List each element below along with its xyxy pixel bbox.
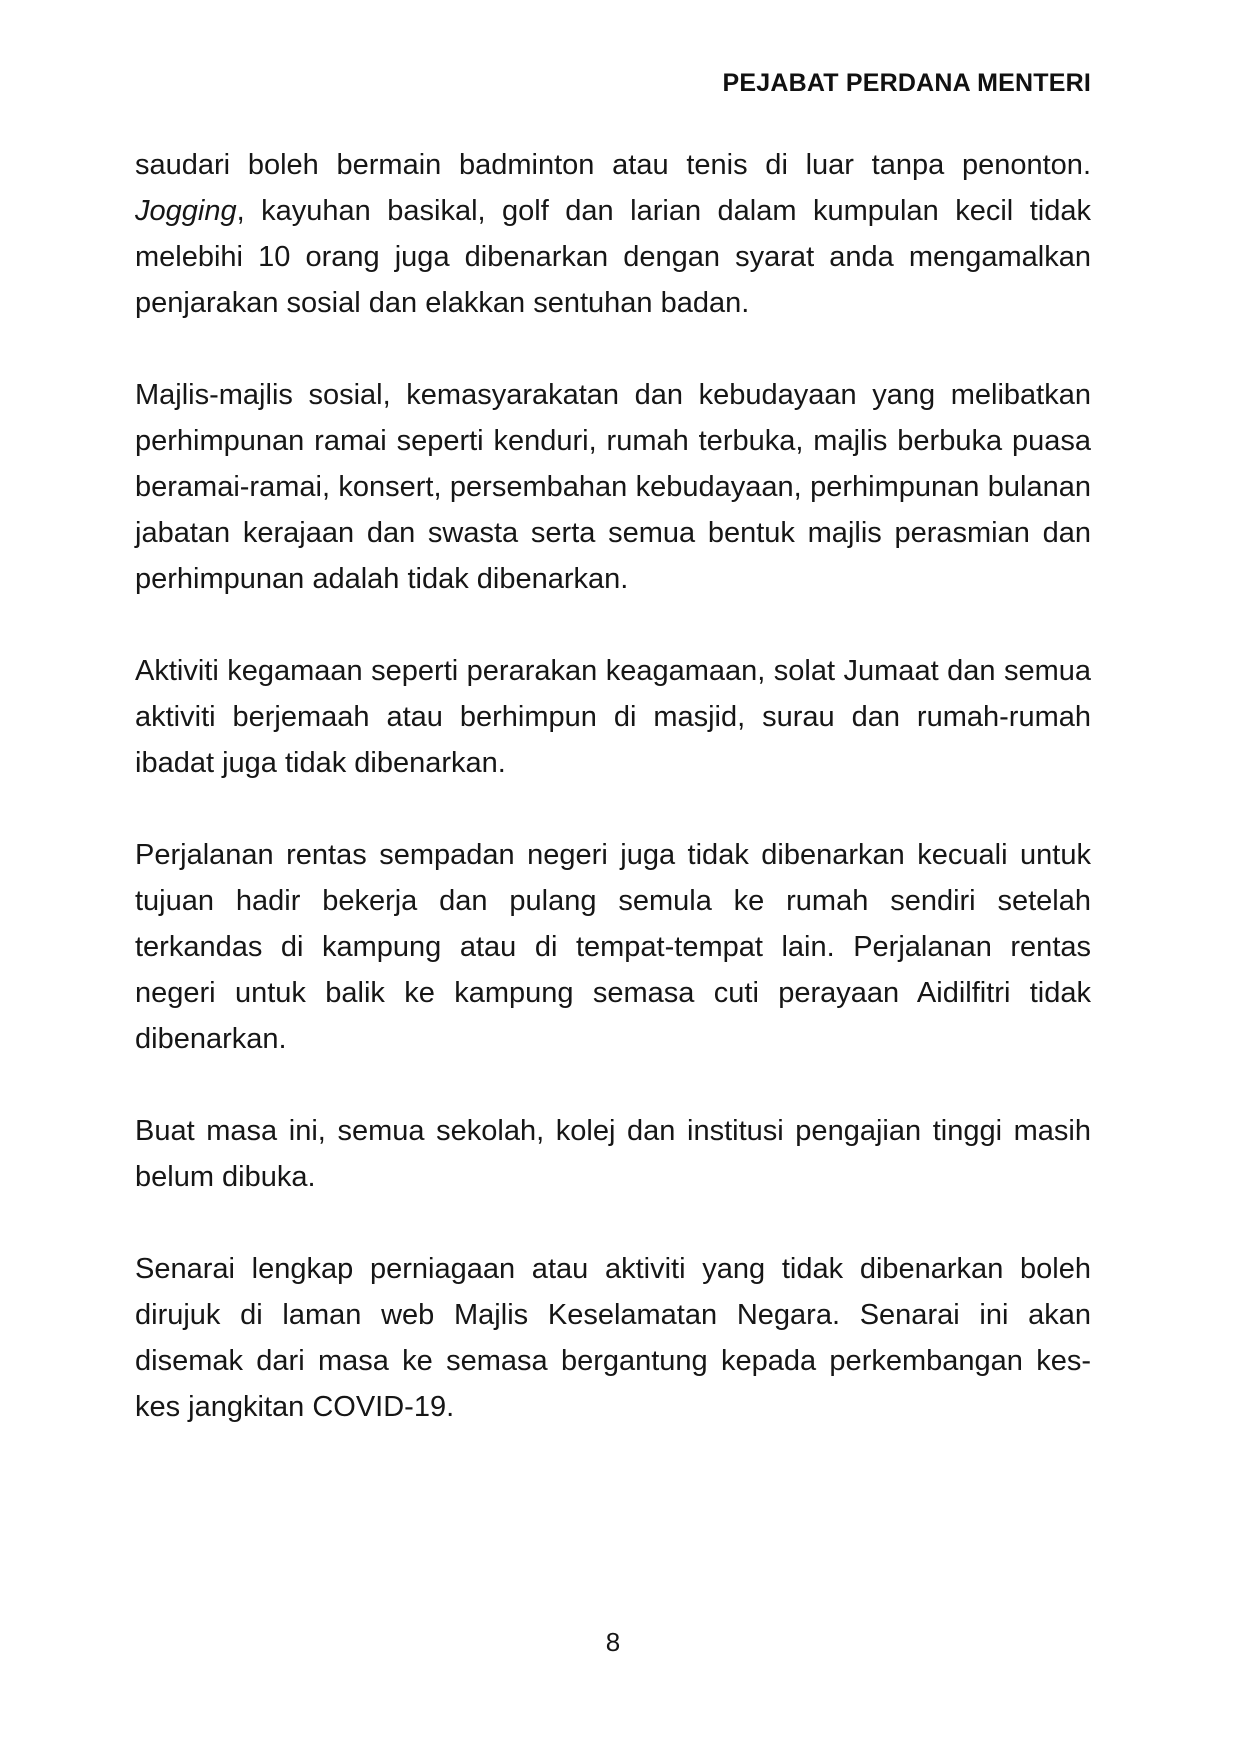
paragraph-interstate-travel: Perjalanan rentas sempadan negeri juga tidak dibenarkan kecuali untuk tujuan hadir bekerja dan pulang semula ke rumah sendiri setelah terkandas di kampung atau di tempat-tempat lain. Perjalanan rentas negeri untuk balik ke kampung semasa cuti perayaan Aidilfitri tidak dibenarkan. [135,839,1091,1055]
paragraph-schools: Buat masa ini, semua sekolah, kolej dan institusi pengajian tinggi masih belum dibuka. [135,1115,1091,1193]
page-content [135,0,1091,1476]
paragraph-full-list: Senarai lengkap perniagaan atau aktiviti yang tidak dibenarkan boleh dirujuk di laman web Majlis Keselamatan Negara. Senarai ini akan disemak dari masa ke semasa bergantung kepada perkembangan kes-kes jangkitan COVID-19. [135,1253,1091,1423]
paragraph-social-gatherings: Majlis-majlis sosial, kemasyarakatan dan kebudayaan yang melibatkan perhimpunan ramai seperti kenduri, rumah terbuka, majlis berbuka puasa beramai-ramai, konsert, persembahan kebudayaan, perhimpunan bulanan jabatan kerajaan dan swasta serta semua bentuk majlis perasmian dan perhimpunan adalah tidak dibenarkan. [135,379,1091,595]
italic-text-run: Jogging [135,195,237,227]
text-run: saudari boleh bermain badminton atau tenis di luar tanpa penonton. [135,149,1091,181]
paragraph-activities-allowed [135,142,1091,326]
paragraph-religious-activities: Aktiviti kegamaan seperti perarakan keagamaan, solat Jumaat dan semua aktiviti berjemaah atau berhimpun di masjid, surau dan rumah-rumah ibadat juga tidak dibenarkan. [135,655,1091,779]
text-run: , kayuhan basikal, golf dan larian dalam kumpulan kecil tidak melebihi 10 orang juga dibenarkan dengan syarat anda mengamalkan penjarakan sosial dan elakkan sentuhan badan. [135,195,1091,319]
document-body [135,142,1091,1430]
page-number: 8 [605,1627,621,1657]
page-header: PEJABAT PERDANA MENTERI [722,69,1091,97]
